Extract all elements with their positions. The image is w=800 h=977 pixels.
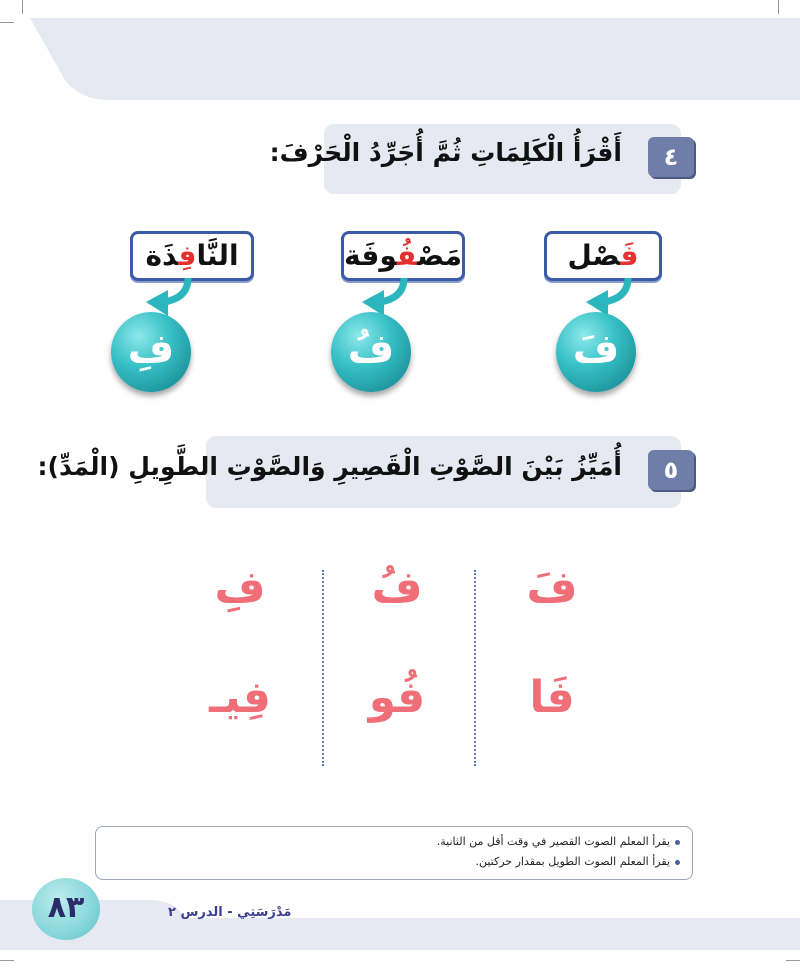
teacher-notes bbox=[95, 826, 693, 880]
letter-circle-damma: فُ bbox=[331, 312, 411, 392]
long-vowel-waw: فُو bbox=[368, 672, 426, 723]
short-vowel-kasra: فِ bbox=[214, 562, 266, 613]
word-suffix: صْل bbox=[567, 239, 621, 272]
footer-band bbox=[0, 900, 800, 950]
long-vowel-alif: فَا bbox=[529, 672, 575, 723]
word-box-alnafidha bbox=[130, 231, 254, 281]
exercise-5-instruction: أُمَيِّزُ بَيْنَ الصَّوْتِ الْقَصِيرِ وَالصَّوْتِ الطَّوِيلِ (الْمَدِّ): bbox=[37, 452, 622, 481]
crop-mark bbox=[0, 960, 14, 961]
exercise-4-number: ٤ bbox=[648, 137, 694, 177]
exercise-4-instruction: أَقْرَأُ الْكَلِمَاتِ ثُمَّ أُجَرِّدُ الْحَرْفَ: bbox=[269, 138, 622, 167]
word-suffix: ذَة bbox=[145, 239, 179, 272]
word-prefix: النَّا bbox=[196, 239, 239, 272]
word-box-masfufa bbox=[341, 231, 465, 281]
letter-circle-fatha: فَ bbox=[556, 312, 636, 392]
exercise-5-number: ٥ bbox=[648, 450, 694, 490]
short-vowel-damma: فُ bbox=[371, 562, 423, 613]
teacher-note: يقرأ المعلم الصوت القصير في وقت أقل من الثانية. bbox=[437, 835, 680, 848]
letter-circle-kasra: فِ bbox=[111, 312, 191, 392]
word-highlight: فَ bbox=[620, 239, 639, 272]
footer-book-title: مَدْرَسَتِي - الدرس ٢ bbox=[168, 905, 292, 920]
bullet-icon bbox=[675, 860, 680, 865]
crop-mark bbox=[786, 960, 800, 961]
short-vowel-fatha: فَ bbox=[526, 562, 578, 613]
page-number: ٨٣ bbox=[32, 878, 100, 940]
column-divider bbox=[322, 570, 324, 766]
word-prefix: مَصْ bbox=[417, 239, 462, 272]
long-vowel-ya: فِيـ bbox=[209, 672, 271, 723]
teacher-note: يقرأ المعلم الصوت الطويل بمقدار حركتين. bbox=[475, 855, 680, 868]
bullet-icon bbox=[675, 840, 680, 845]
word-suffix: وفَة bbox=[344, 239, 397, 272]
column-divider bbox=[474, 570, 476, 766]
word-box-fasl bbox=[544, 231, 662, 281]
word-highlight: فُ bbox=[396, 239, 418, 272]
word-highlight: فِ bbox=[178, 239, 197, 272]
header-band bbox=[0, 0, 800, 100]
